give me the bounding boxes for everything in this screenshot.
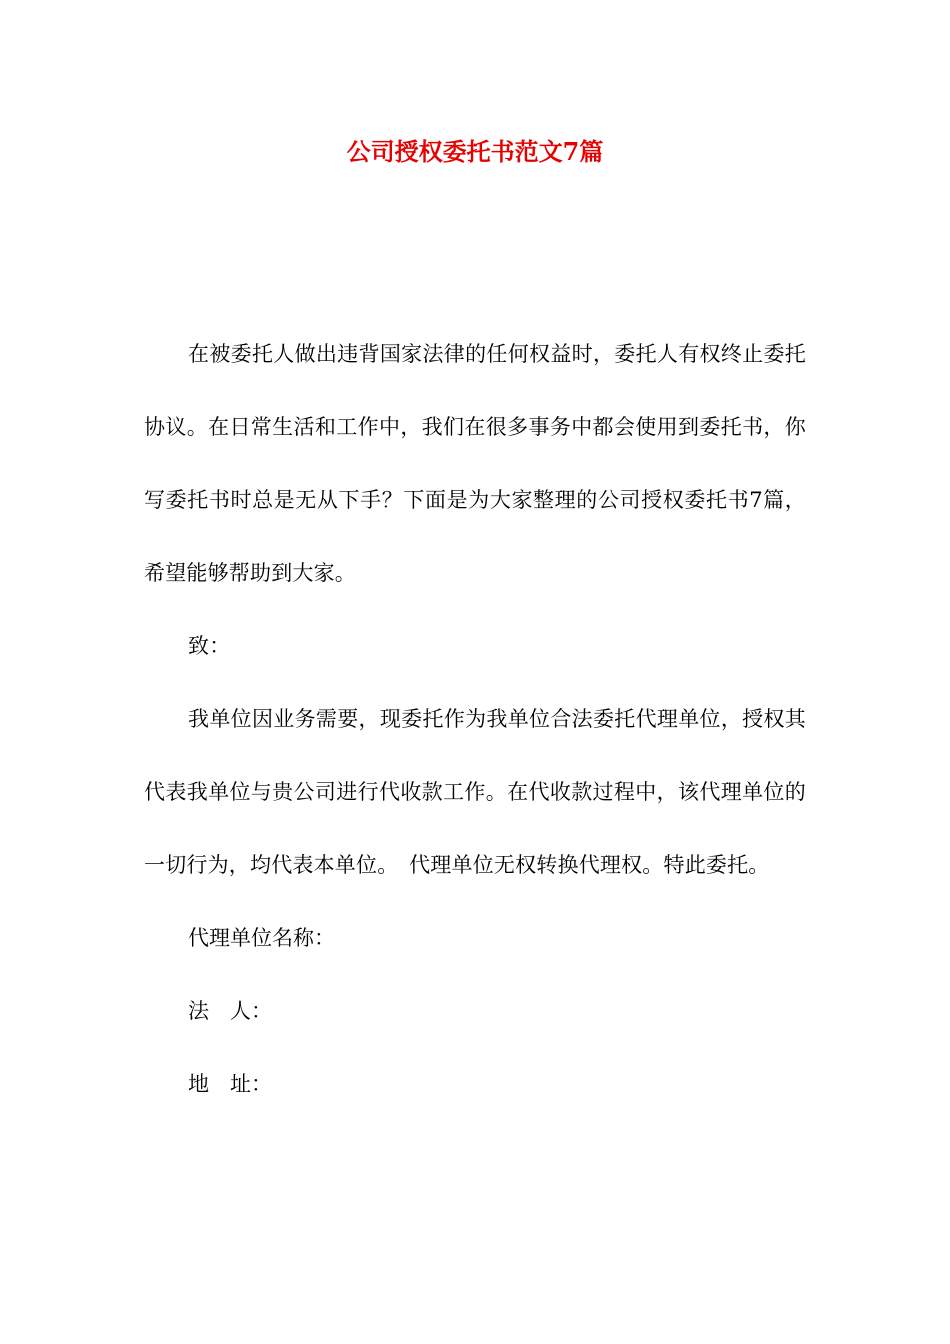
intro-paragraph: 在被委托人做出违背国家法律的任何权益时，委托人有权终止委托协议。在日常生活和工作中，我们在很多事务中都会使用到委托书，你写委托书时总是无从下手？下面是为大家整理的公司授权委托书7篇，希望能够帮助到大家。	[144, 342, 806, 585]
salutation: 致：	[188, 634, 231, 658]
document-title: 公司授权委托书范文7篇	[346, 137, 604, 166]
document-body	[144, 318, 806, 1121]
address-field: 地 址：	[188, 1072, 272, 1096]
authorization-paragraph: 我单位因业务需要，现委托作为我单位合法委托代理单位，授权其代表我单位与贵公司进行代收款工作。在代收款过程中，该代理单位的一切行为，均代表本单位。 代理单位无权转换代理权。特此委托。	[144, 707, 806, 877]
legal-person-field: 法 人：	[188, 999, 272, 1023]
agent-name-field: 代理单位名称：	[188, 926, 335, 950]
